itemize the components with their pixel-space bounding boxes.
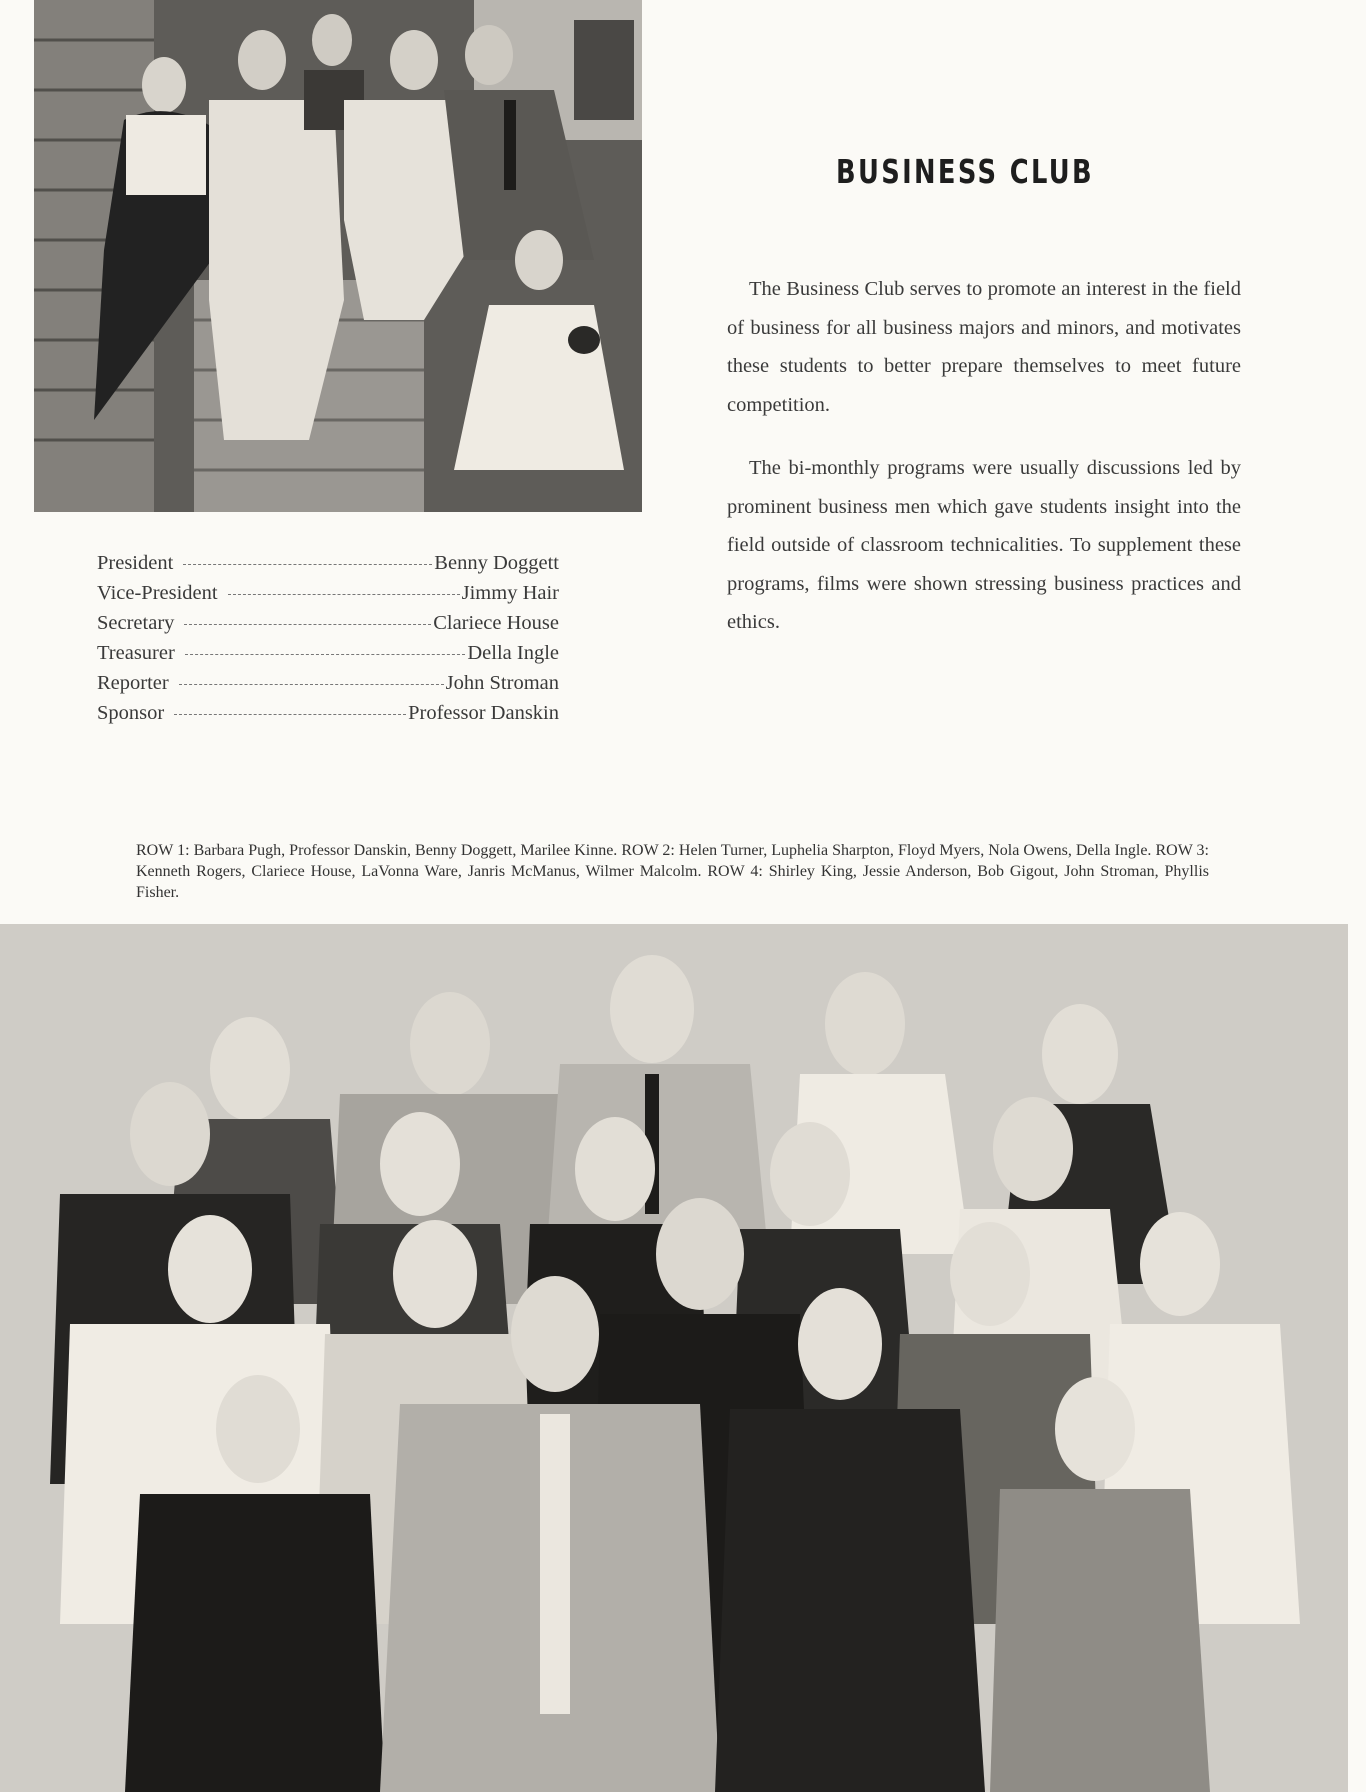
officers-list	[97, 548, 559, 728]
dotted-leader	[179, 684, 444, 685]
officer-row-president	[97, 548, 559, 578]
group-photo	[0, 924, 1348, 1792]
officers-photo	[34, 0, 642, 512]
officer-role: Sponsor	[97, 702, 165, 724]
group-photo-caption: ROW 1: Barbara Pugh, Professor Danskin, Benny Doggett, Marilee Kinne. ROW 2: Helen Turner, Luphelia Sharpton, Floyd Myers, Nola Owens, Della Ingle. ROW 3: Kenneth Rogers, Clariece House, LaVonna Ware, Janris McManus, Wilmer Malcolm. ROW 4: Shirley King, Jessie Anderson, Bob Gigout, John Stroman, Phyllis Fisher.	[136, 842, 1209, 901]
dotted-leader	[183, 564, 432, 565]
officer-row-vice-president	[97, 578, 559, 608]
page-title: BUSINESS CLUB	[836, 152, 1094, 191]
description-paragraph-2: The bi-monthly programs were usually discussions led by prominent business men which gave students insight into the field outside of classroom technicalities. To supplement these programs, films were shown stressing business practices and ethics.	[727, 457, 1241, 633]
dotted-leader	[185, 654, 466, 655]
description-paragraph-1: The Business Club serves to promote an interest in the field of business for all business majors and minors, and motivates these students to better prepare themselves to meet future competition.	[727, 278, 1241, 416]
officer-role: Reporter	[97, 672, 169, 694]
officer-name: Benny Doggett	[434, 552, 559, 574]
officer-row-reporter	[97, 668, 559, 698]
officer-row-secretary	[97, 608, 559, 638]
officer-name: John Stroman	[445, 672, 559, 694]
officer-row-sponsor	[97, 698, 559, 728]
officer-role: Secretary	[97, 612, 175, 634]
officer-role: Vice-President	[97, 582, 218, 604]
officer-row-treasurer	[97, 638, 559, 668]
dotted-leader	[174, 714, 406, 715]
officer-name: Jimmy Hair	[461, 582, 559, 604]
officer-name: Clariece House	[433, 612, 559, 634]
officer-role: Treasurer	[97, 642, 175, 664]
officer-role: President	[97, 552, 174, 574]
officer-name: Della Ingle	[467, 642, 559, 664]
dotted-leader	[184, 624, 431, 625]
dotted-leader	[228, 594, 460, 595]
officer-name: Professor Danskin	[408, 702, 559, 724]
